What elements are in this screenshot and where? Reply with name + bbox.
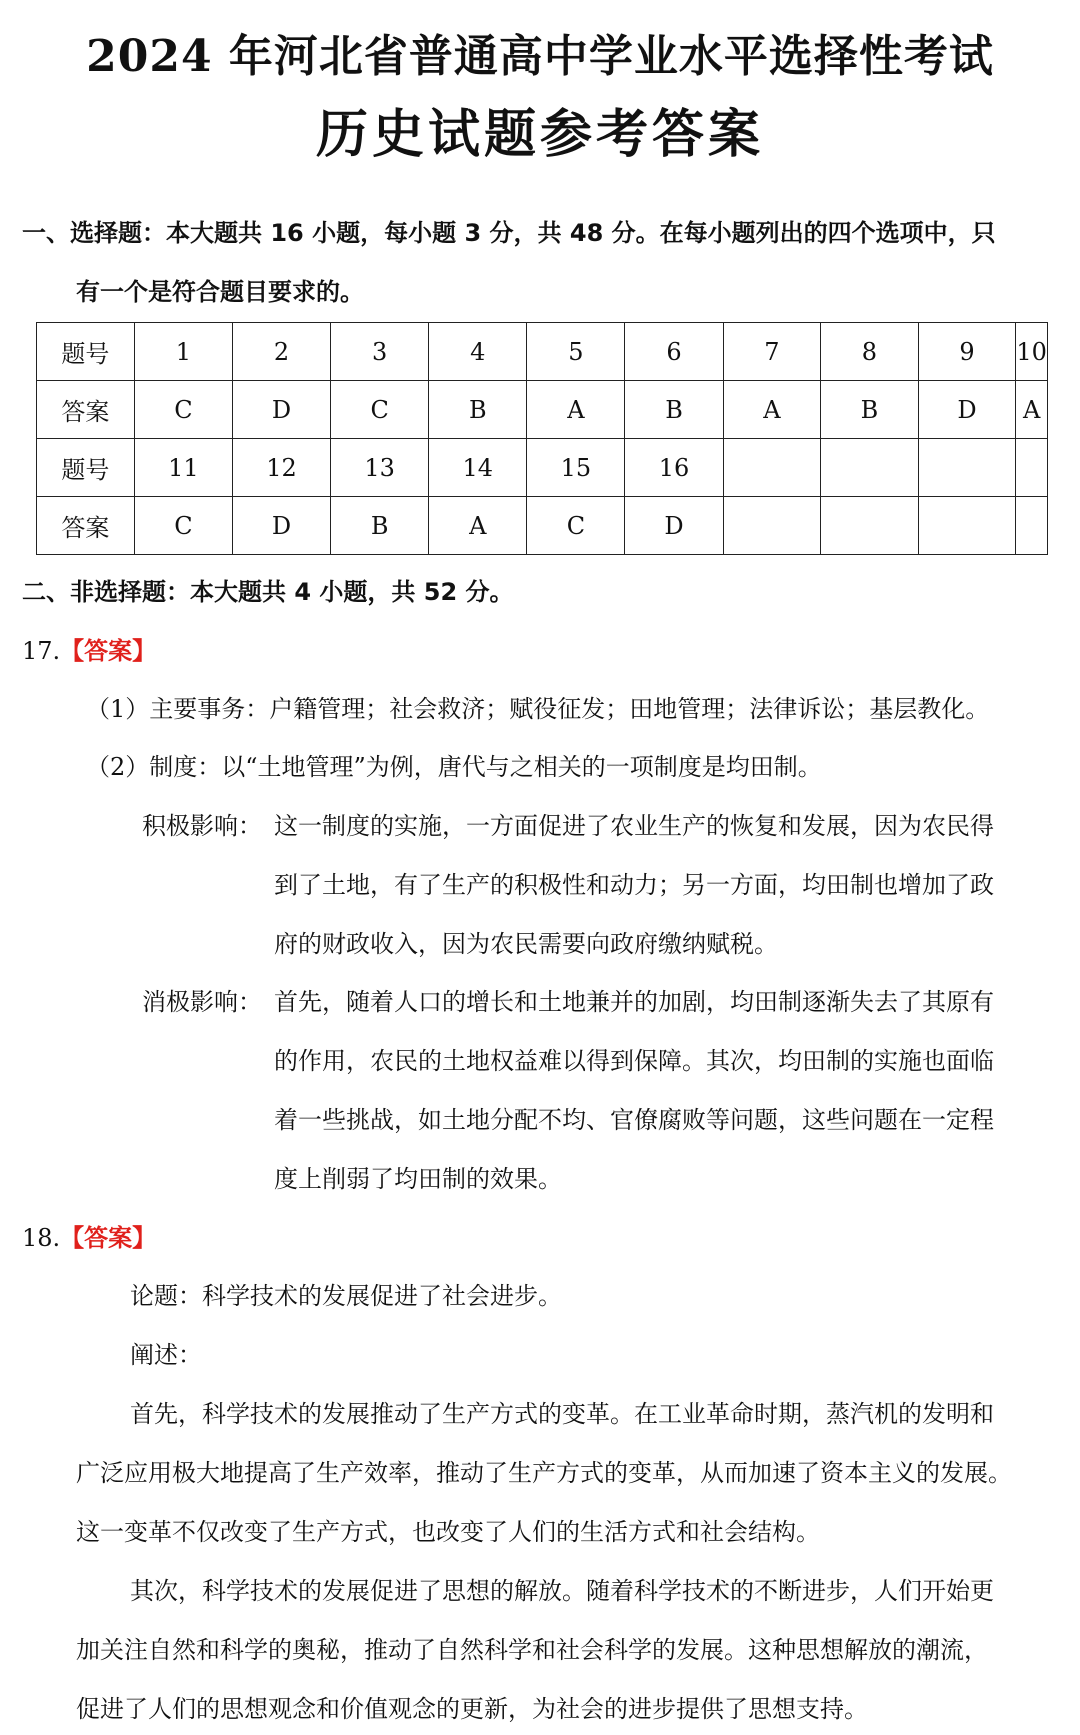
q18-answer-tag: 【答案】 xyxy=(60,1224,157,1252)
table-cell: 11 xyxy=(134,439,232,497)
q18-paragraph2-line3: 促进了人们的思想观念和价值观念的更新，为社会的进步提供了思想支持。 xyxy=(76,1695,868,1723)
table-cell xyxy=(918,497,1016,555)
q17-number: 17. xyxy=(22,637,61,665)
table-cell: 12 xyxy=(232,439,330,497)
table-cell: D xyxy=(625,497,723,555)
table-row xyxy=(37,497,1048,555)
q17-positive-label: 积极影响： xyxy=(142,812,262,840)
q17-part1: （1）主要事务：户籍管理；社会救济；赋役征发；田地管理；法律诉讼；基层教化。 xyxy=(86,695,990,723)
table-cell: B xyxy=(625,381,723,439)
q17-header xyxy=(22,634,156,668)
q17-negative-line1: 首先，随着人口的增长和土地兼并的加剧，均田制逐渐失去了其原有 xyxy=(274,988,994,1016)
table-cell xyxy=(918,439,1016,497)
table-cell: C xyxy=(331,381,429,439)
table-cell: 9 xyxy=(918,323,1016,381)
table-cell: A xyxy=(1016,381,1048,439)
table-cell: 5 xyxy=(527,323,625,381)
q17-positive-line2: 到了土地，有了生产的积极性和动力；另一方面，均田制也增加了政 xyxy=(274,871,994,899)
table-cell: 3 xyxy=(331,323,429,381)
q18-paragraph2-line2: 加关注自然和科学的奥秘，推动了自然科学和社会科学的发展。这种思想解放的潮流， xyxy=(76,1636,988,1664)
q17-negative-line2: 的作用，农民的土地权益难以得到保障。其次，均田制的实施也面临 xyxy=(274,1047,994,1075)
q17-positive-line3: 府的财政收入，因为农民需要向政府缴纳赋税。 xyxy=(274,930,778,958)
answer-table xyxy=(36,322,1048,555)
table-cell: 1 xyxy=(134,323,232,381)
q17-negative-line3: 着一些挑战，如土地分配不均、官僚腐败等问题，这些问题在一定程 xyxy=(274,1106,994,1134)
table-cell xyxy=(821,497,919,555)
q18-paragraph2-line1: 其次，科学技术的发展促进了思想的解放。随着科学技术的不断进步，人们开始更 xyxy=(130,1577,994,1605)
table-row-header-cell: 题号 xyxy=(37,439,135,497)
table-cell: 14 xyxy=(429,439,527,497)
table-row xyxy=(37,439,1048,497)
table-cell: B xyxy=(429,381,527,439)
table-row-header-cell: 答案 xyxy=(37,381,135,439)
exam-subtitle: 历史试题参考答案 xyxy=(315,105,764,165)
q18-header xyxy=(22,1221,156,1255)
table-cell: 2 xyxy=(232,323,330,381)
table-cell xyxy=(723,439,821,497)
q18-paragraph1-line3: 这一变革不仅改变了生产方式，也改变了人们的生活方式和社会结构。 xyxy=(76,1518,820,1546)
table-cell: 6 xyxy=(625,323,723,381)
section2-heading: 二、非选择题：本大题共 4 小题，共 52 分。 xyxy=(22,578,514,606)
exam-title: 2024 年河北省普通高中学业水平选择性考试 xyxy=(86,31,994,82)
table-row xyxy=(37,323,1048,381)
table-row-header-cell: 题号 xyxy=(37,323,135,381)
q18-paragraph1-line2: 广泛应用极大地提高了生产效率，推动了生产方式的变革，从而加速了资本主义的发展。 xyxy=(76,1459,1012,1487)
table-cell: 4 xyxy=(429,323,527,381)
table-cell: A xyxy=(429,497,527,555)
q17-negative-line4: 度上削弱了均田制的效果。 xyxy=(274,1165,562,1193)
section1-heading-line1: 一、选择题：本大题共 16 小题，每小题 3 分，共 48 分。在每小题列出的四个选项中，只 xyxy=(22,219,996,247)
table-cell: 16 xyxy=(625,439,723,497)
table-cell: D xyxy=(232,497,330,555)
table-cell xyxy=(723,497,821,555)
table-cell: 10 xyxy=(1016,323,1048,381)
table-cell: D xyxy=(918,381,1016,439)
table-cell: D xyxy=(232,381,330,439)
table-cell: A xyxy=(527,381,625,439)
table-cell: 13 xyxy=(331,439,429,497)
table-row-header-cell: 答案 xyxy=(37,497,135,555)
q17-answer-tag: 【答案】 xyxy=(60,637,157,665)
table-cell: 8 xyxy=(821,323,919,381)
table-cell xyxy=(1016,439,1048,497)
table-cell xyxy=(821,439,919,497)
table-cell: C xyxy=(134,497,232,555)
section1-heading-line2: 有一个是符合题目要求的。 xyxy=(76,278,364,306)
table-cell: A xyxy=(723,381,821,439)
table-cell: C xyxy=(527,497,625,555)
table-cell: B xyxy=(821,381,919,439)
table-cell xyxy=(1016,497,1048,555)
table-row xyxy=(37,381,1048,439)
q17-negative-label: 消极影响： xyxy=(142,988,262,1016)
q17-part2: （2）制度：以“土地管理”为例，唐代与之相关的一项制度是均田制。 xyxy=(86,753,822,781)
q18-number: 18. xyxy=(22,1224,61,1252)
table-cell: C xyxy=(134,381,232,439)
q18-thesis: 论题：科学技术的发展促进了社会进步。 xyxy=(130,1282,562,1310)
q17-positive-line1: 这一制度的实施，一方面促进了农业生产的恢复和发展，因为农民得 xyxy=(274,812,994,840)
table-cell: 15 xyxy=(527,439,625,497)
q18-paragraph1-line1: 首先，科学技术的发展推动了生产方式的变革。在工业革命时期，蒸汽机的发明和 xyxy=(130,1400,994,1428)
table-cell: B xyxy=(331,497,429,555)
table-cell: 7 xyxy=(723,323,821,381)
q18-elaboration-label: 阐述： xyxy=(130,1341,202,1369)
